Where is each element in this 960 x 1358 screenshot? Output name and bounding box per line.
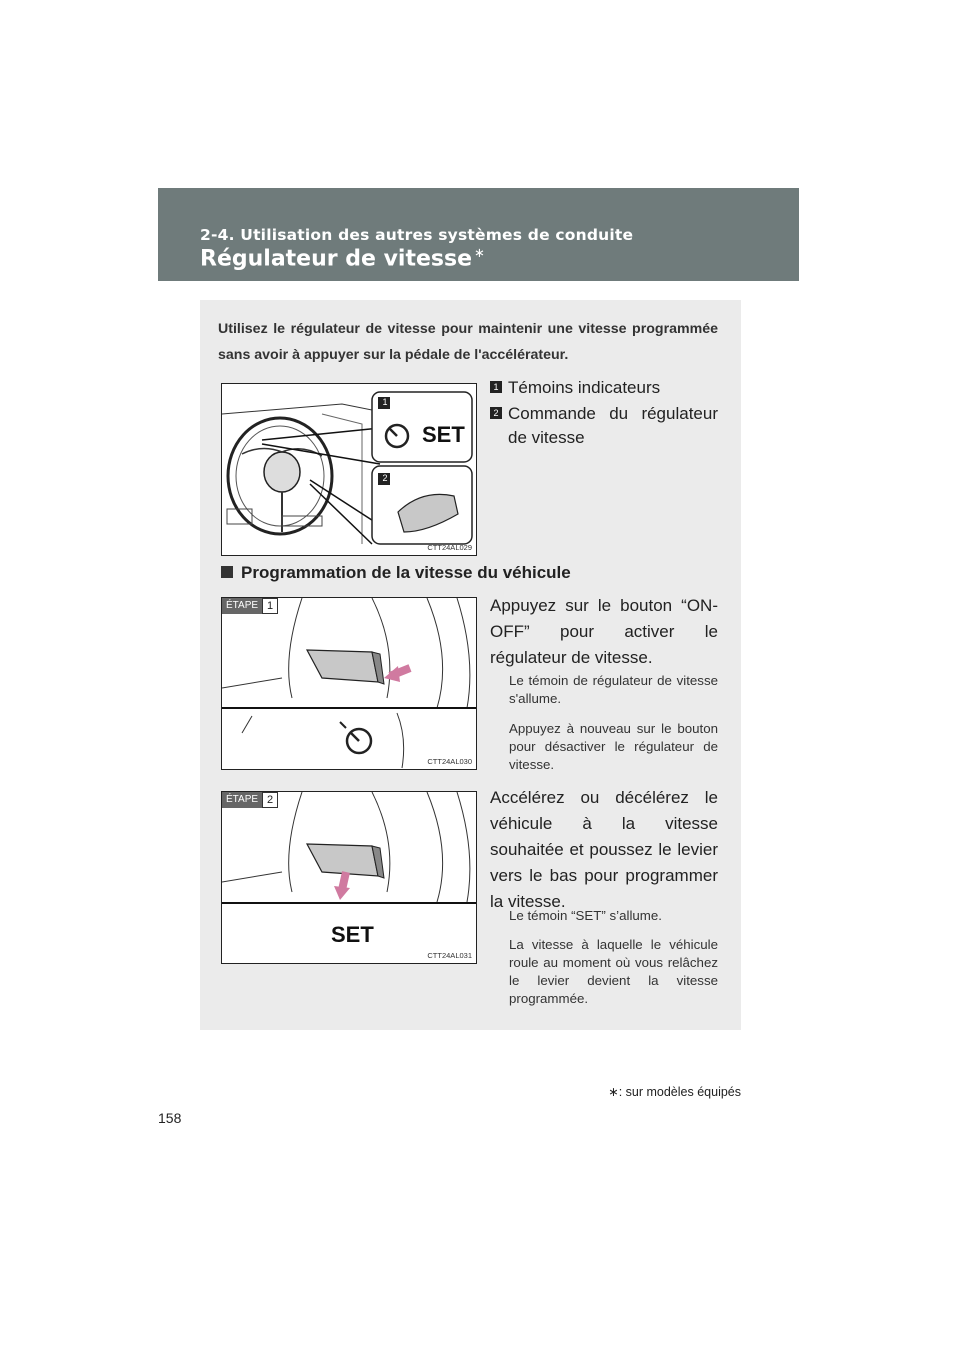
figure-step-1 — [221, 597, 477, 770]
asterisk-mark: ∗ — [474, 246, 485, 261]
callout-1: 1 — [382, 397, 388, 407]
footnote: ∗: sur modèles équipés — [608, 1085, 741, 1099]
page-number: 158 — [158, 1110, 182, 1126]
legend-number: 1 — [490, 381, 502, 393]
dashboard-illustration — [222, 384, 476, 555]
figure-code: CTT24AL029 — [427, 543, 472, 552]
bullet-square-icon — [221, 566, 233, 578]
step-1-text: Appuyez sur le bouton “ON-OFF” pour activer le régulateur de vitesse. — [490, 596, 718, 667]
step-badge — [222, 598, 278, 614]
step-1-note-1: Le témoin de régulateur de vitesse s'allume. — [509, 673, 718, 706]
step-2-note-1: Le témoin “SET” s’allume. — [509, 908, 662, 923]
page-title-text: Régulateur de vitesse — [200, 246, 473, 272]
step-2-text: Accélérez ou décélérez le véhicule à la vitesse souhaitée et poussez le levier vers le bas pour programmer la vitesse. — [490, 788, 718, 911]
legend-number: 2 — [490, 407, 502, 419]
step-number: 1 — [262, 598, 278, 614]
page-title — [200, 246, 485, 271]
step-1-note-2: Appuyez à nouveau sur le bouton pour désactiver le régulateur de vitesse. — [509, 721, 718, 772]
step-label: ÉTAPE — [222, 792, 262, 808]
step-number: 2 — [262, 792, 278, 808]
section-title: 2-4. Utilisation des autres systèmes de conduite — [200, 226, 634, 244]
figure-dashboard — [221, 383, 477, 556]
figure-code: CTT24AL030 — [427, 757, 472, 766]
step-badge — [222, 792, 278, 808]
legend-text: Témoins indicateurs — [508, 378, 661, 397]
step-2-note-2: La vitesse à laquelle le véhicule roule au moment où vous relâchez le levier devient la vitesse programmée. — [509, 937, 718, 1006]
intro-text: Utilisez le régulateur de vitesse pour maintenir une vitesse programmée sans avoir à appuyer sur la pédale de l'accélérateur. — [218, 321, 718, 363]
subheading-text: Programmation de la vitesse du véhicule — [241, 563, 571, 582]
set-indicator-label: SET — [422, 422, 465, 447]
set-indicator-label: SET — [331, 922, 374, 947]
step1-illustration — [222, 598, 476, 769]
chapter-header — [158, 188, 799, 281]
legend — [490, 376, 720, 476]
callout-2: 2 — [382, 473, 388, 483]
legend-text: Commande du régulateur de vitesse — [508, 404, 718, 447]
legend-item-1 — [490, 376, 720, 400]
step-label: ÉTAPE — [222, 598, 262, 614]
figure-step-2 — [221, 791, 477, 964]
legend-item-2 — [490, 402, 720, 447]
section-subheading — [221, 563, 571, 583]
figure-code: CTT24AL031 — [427, 951, 472, 960]
